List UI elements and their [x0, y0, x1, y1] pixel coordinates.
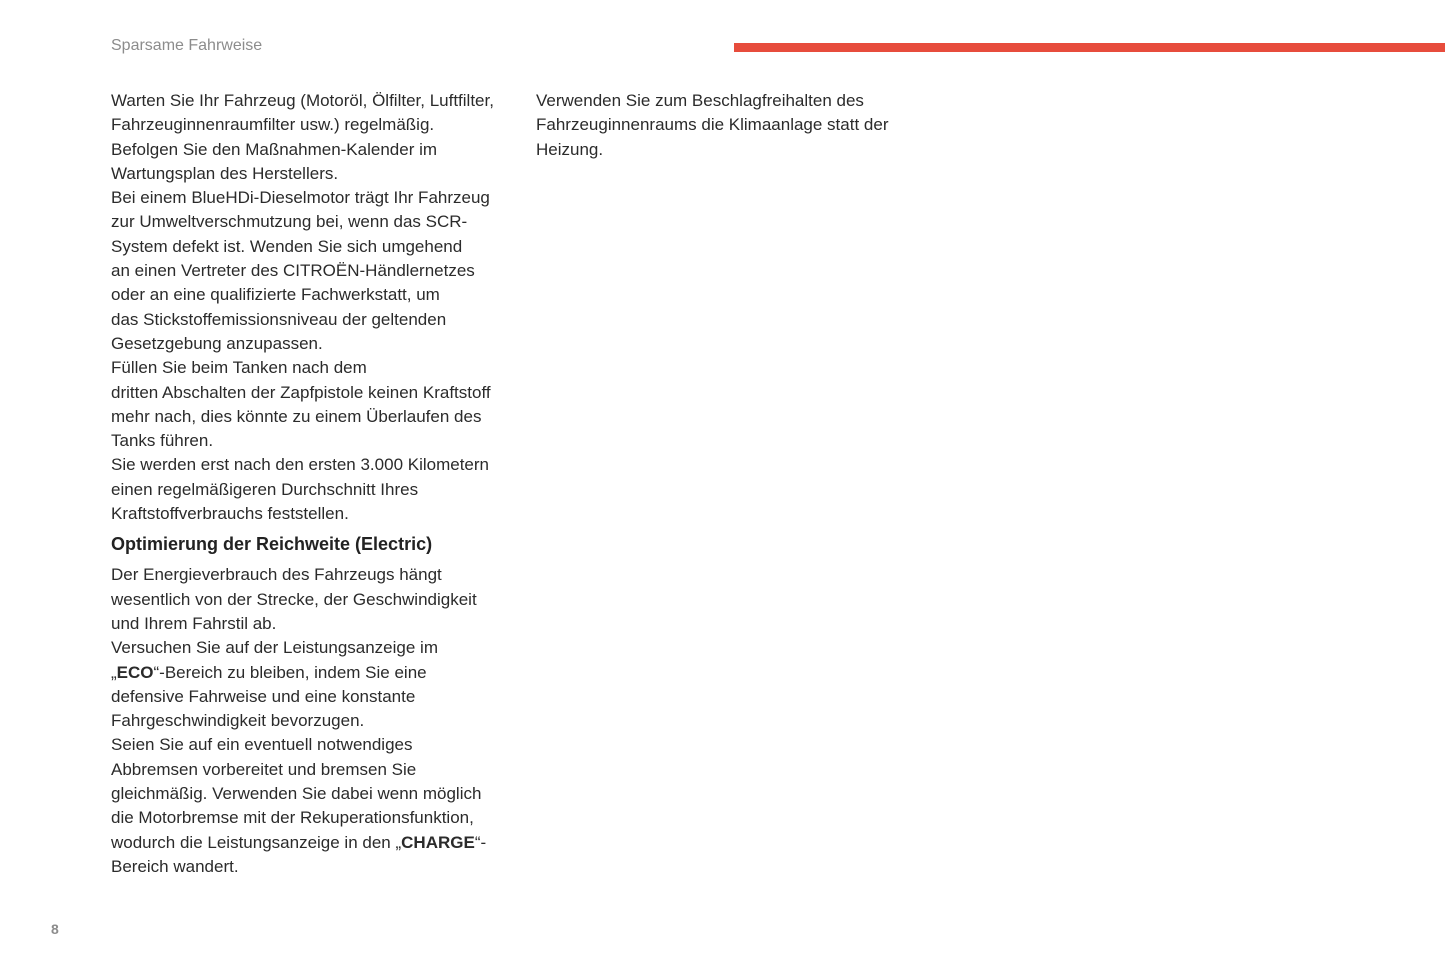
right-column: [536, 89, 916, 162]
charge-label: CHARGE: [401, 832, 475, 852]
charge-text-before: Seien Sie auf ein eventuell notwendiges Abbremsen vorbereitet und bremsen Sie gleichmäßig. Verwenden Sie dabei wenn möglich die Motorbremse mit der Rekuperationsfunktion, wodurch die Leistungsanzeige in den „: [111, 735, 482, 852]
section-title: Sparsame Fahrweise: [111, 37, 263, 54]
eco-text-before: Versuchen Sie auf der Leistungsanzeige im „: [111, 638, 438, 682]
charge-text-after: “- Bereich wandert.: [111, 832, 487, 876]
eco-text-after: “-Bereich zu bleiben, indem Sie eine defensive Fahrweise und eine konstante Fahrgeschwindigkeit bevorzugen.: [111, 662, 427, 731]
energy-consumption-paragraph: Der Energieverbrauch des Fahrzeugs hängt wesentlich von der Strecke, der Geschwindigkeit und Ihrem Fahrstil ab.: [111, 565, 477, 633]
page-number: 8: [51, 921, 59, 937]
maintenance-paragraph: Warten Sie Ihr Fahrzeug (Motoröl, Ölfilter, Luftfilter, Fahrzeuginnenraumfilter usw.) regelmäßig. Befolgen Sie den Maßnahmen-Kalender im Wartungsplan des Herstellers.: [111, 91, 494, 183]
left-column: [111, 89, 516, 879]
braking-paragraph: [111, 733, 516, 879]
refuelling-paragraph: Füllen Sie beim Tanken nach dem dritten Abschalten der Zapfpistole keinen Kraftstoff mehr nach, dies könnte zu einem Überlaufen des Tanks führen.: [111, 358, 491, 451]
eco-label: ECO: [116, 662, 154, 682]
consumption-paragraph: Sie werden erst nach den ersten 3.000 Kilometern einen regelmäßigeren Durchschnitt Ihres Kraftstoffverbrauchs feststellen.: [111, 455, 490, 524]
header-accent-bar: [734, 43, 1445, 52]
demisting-paragraph: Verwenden Sie zum Beschlagfreihalten des Fahrzeuginnenraums die Klimaanlage statt der Heizung.: [536, 91, 889, 159]
eco-zone-paragraph: [111, 636, 516, 733]
range-optimisation-heading: Optimierung der Reichweite (Electric): [111, 534, 433, 555]
bluehdi-paragraph: Bei einem BlueHDi-Dieselmotor trägt Ihr Fahrzeug zur Umweltverschmutzung bei, wenn das SCR- System defekt ist. Wenden Sie sich umgehend an einen Vertreter des CITROËN-Händlernetzes oder an eine qualifizierte Fachwerkstatt, um das Stickstoffemissionsniveau der geltenden Gesetzgebung anzupassen.: [111, 188, 490, 353]
